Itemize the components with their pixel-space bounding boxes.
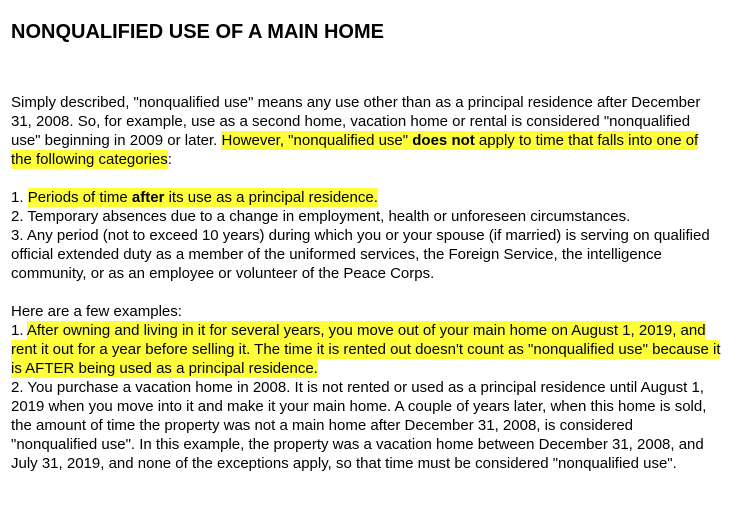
- category-item-2: 2. Temporary absences due to a change in employment, health or unforeseen circumstances.: [11, 208, 631, 225]
- category-1-text-a: Periods of time: [27, 189, 132, 206]
- spacer: [11, 283, 723, 302]
- intro-highlight-part1: However, "nonqualified use": [221, 132, 413, 149]
- category-1-text-b: its use as a principal residence.: [164, 189, 378, 206]
- spacer: [11, 169, 723, 188]
- highlighted-text: [28, 188, 378, 207]
- highlighted-text: After owning and living in it for several years, you move out of your main home on August 1, 2019, and rent it out for a year before selling it. The time it is rented out doesn't count as "nonqualified use" because it is AFTER being used as a principal residence.: [11, 322, 721, 377]
- example-item-1: [11, 321, 723, 378]
- category-item-1: [11, 188, 723, 207]
- intro-end: :: [167, 151, 172, 168]
- examples-heading: Here are a few examples:: [11, 303, 182, 320]
- intro-highlight-part2: apply to time that falls into one of the following categories: [11, 132, 699, 168]
- intro-text: Simply described, "nonqualified use" means any use other than as a principal residence after December 31, 2008. So, for example, use as a second home, vacation home or rental is considered "nonqualified use" beginning in 2009 or later.: [11, 94, 701, 149]
- category-number-1: 1.: [11, 189, 28, 206]
- example-number-1: 1.: [11, 322, 27, 339]
- page-title: NONQUALIFIED USE OF A MAIN HOME: [11, 21, 384, 43]
- intro-highlight-bold: does not: [412, 132, 475, 149]
- example-item-2: 2. You purchase a vacation home in 2008. It is not rented or used as a principal residence until August 1, 2019 when you move into it and make it your main home. A couple of years later, when this home is sold, the amount of time the property was not a main home after December 31, 2008, is considered "nonqualified use". In this example, the property was a vacation home between December 31, 2008, and July 31, 2019, and none of the exceptions apply, so that time must be considered "nonqualified use".: [11, 379, 707, 472]
- category-1-bold: after: [131, 189, 165, 206]
- category-item-3: 3. Any period (not to exceed 10 years) during which you or your spouse (if married) is serving on qualified official extended duty as a member of the uniformed services, the Foreign Service, the intelligence community, or as an employee or volunteer of the Peace Corps.: [11, 227, 710, 282]
- intro-paragraph: [11, 93, 723, 169]
- document: [11, 20, 723, 473]
